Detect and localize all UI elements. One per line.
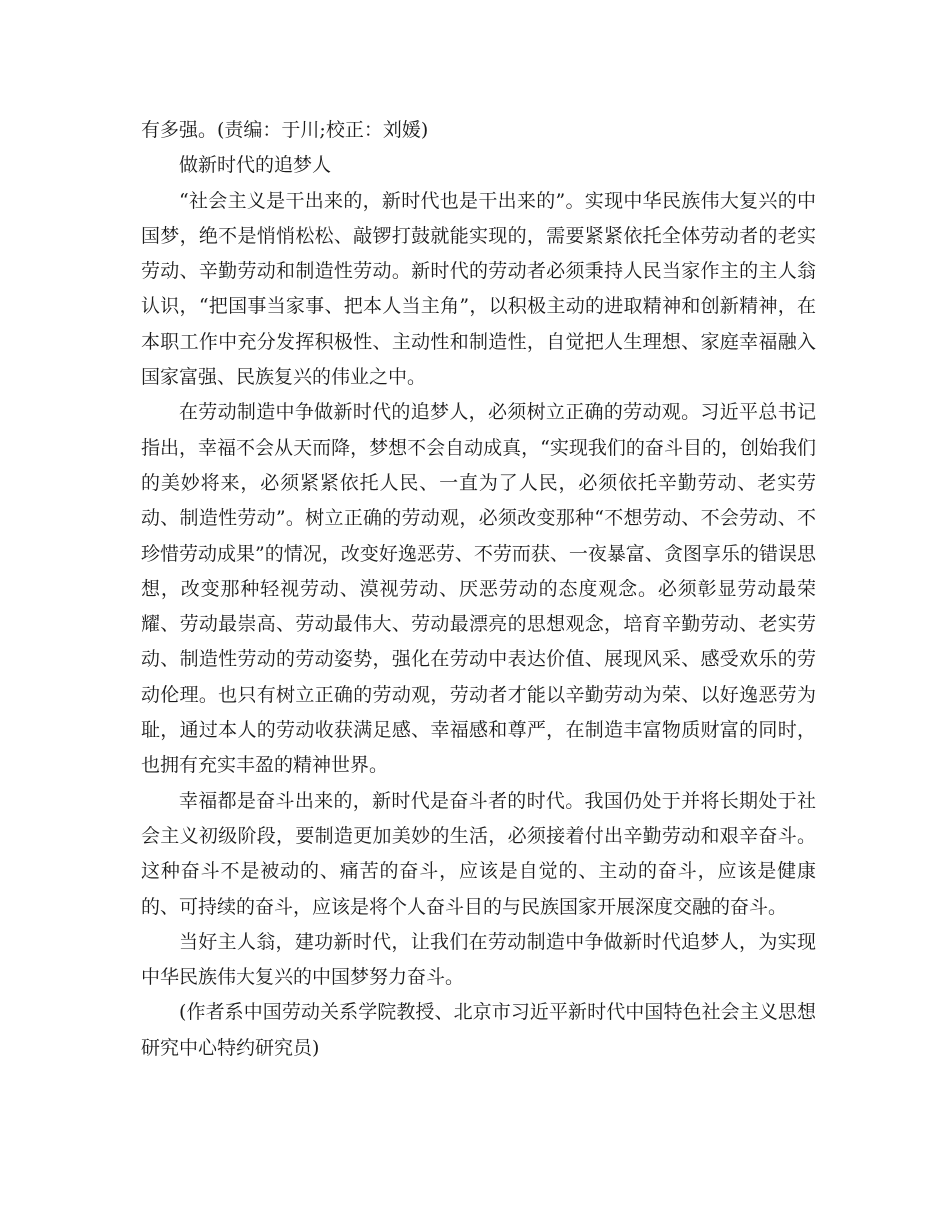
section-heading: 做新时代的追梦人 bbox=[179, 154, 332, 177]
paragraph: 在劳动制造中争做新时代的追梦人，必须树立正确的劳动观。习近平总书记指出，幸福不会从天而降，梦想不会自动成真，“实现我们的奋斗目的，创始我们的美妙将来，必须紧紧依托人民、一直为了人民，必须依托辛勤劳动、老实劳动、制造性劳动”。树立正确的劳动观，必须改变那种“不想劳动、不会劳动、不珍惜劳动成果”的情况，改变好逸恶劳、不劳而获、一夜暴富、贪图享乐的错误思想，改变那种轻视劳动、漠视劳动、厌恶劳动的态度观念。必须彰显劳动最荣耀、劳动最崇高、劳动最伟大、劳动最漂亮的思想观念，培育辛勤劳动、老实劳动、制造性劳动的劳动姿势，强化在劳动中表达价值、展现风采、感受欢乐的劳动伦理。也只有树立正确的劳动观，劳动者才能以辛勤劳动为荣、以好逸恶劳为耻，通过本人的劳动收获满足感、幸福感和尊严，在制造丰富物质财富的同时，也拥有充实丰盈的精神世界。 bbox=[141, 401, 816, 777]
paragraph: 当好主人翁，建功新时代，让我们在劳动制造中争做新时代追梦人，为实现中华民族伟大复兴的中国梦努力奋斗。 bbox=[141, 930, 816, 989]
paragraph-continuation: 有多强。(责编：于川;校正：刘媛) bbox=[141, 119, 429, 141]
paragraph: 幸福都是奋斗出来的，新时代是奋斗者的时代。我国仍处于并将长期处于社会主义初级阶段，要制造更加美妙的生活，必须接着付出辛勤劳动和艰辛奋斗。这种奋斗不是被动的、痛苦的奋斗，应该是自觉的、主动的奋斗，应该是健康的、可持续的奋斗，应该是将个人奋斗目的与民族国家开展深度交融的奋斗。 bbox=[141, 789, 816, 918]
article-body bbox=[141, 113, 816, 1066]
author-note: (作者系中国劳动关系学院教授、北京市习近平新时代中国特色社会主义思想研究中心特约研究员) bbox=[141, 1001, 816, 1059]
paragraph: “社会主义是干出来的，新时代也是干出来的”。实现中华民族伟大复兴的中国梦，绝不是悄悄松松、敲锣打鼓就能实现的，需要紧紧依托全体劳动者的老实劳动、辛勤劳动和制造性劳动。新时代的劳动者必须秉持人民当家作主的主人翁认识，“把国事当家事、把本人当主角”，以积极主动的进取精神和创新精神，在本职工作中充分发挥积极性、主动性和制造性，自觉把人生理想、家庭幸福融入国家富强、民族复兴的伟业之中。 bbox=[141, 189, 816, 389]
